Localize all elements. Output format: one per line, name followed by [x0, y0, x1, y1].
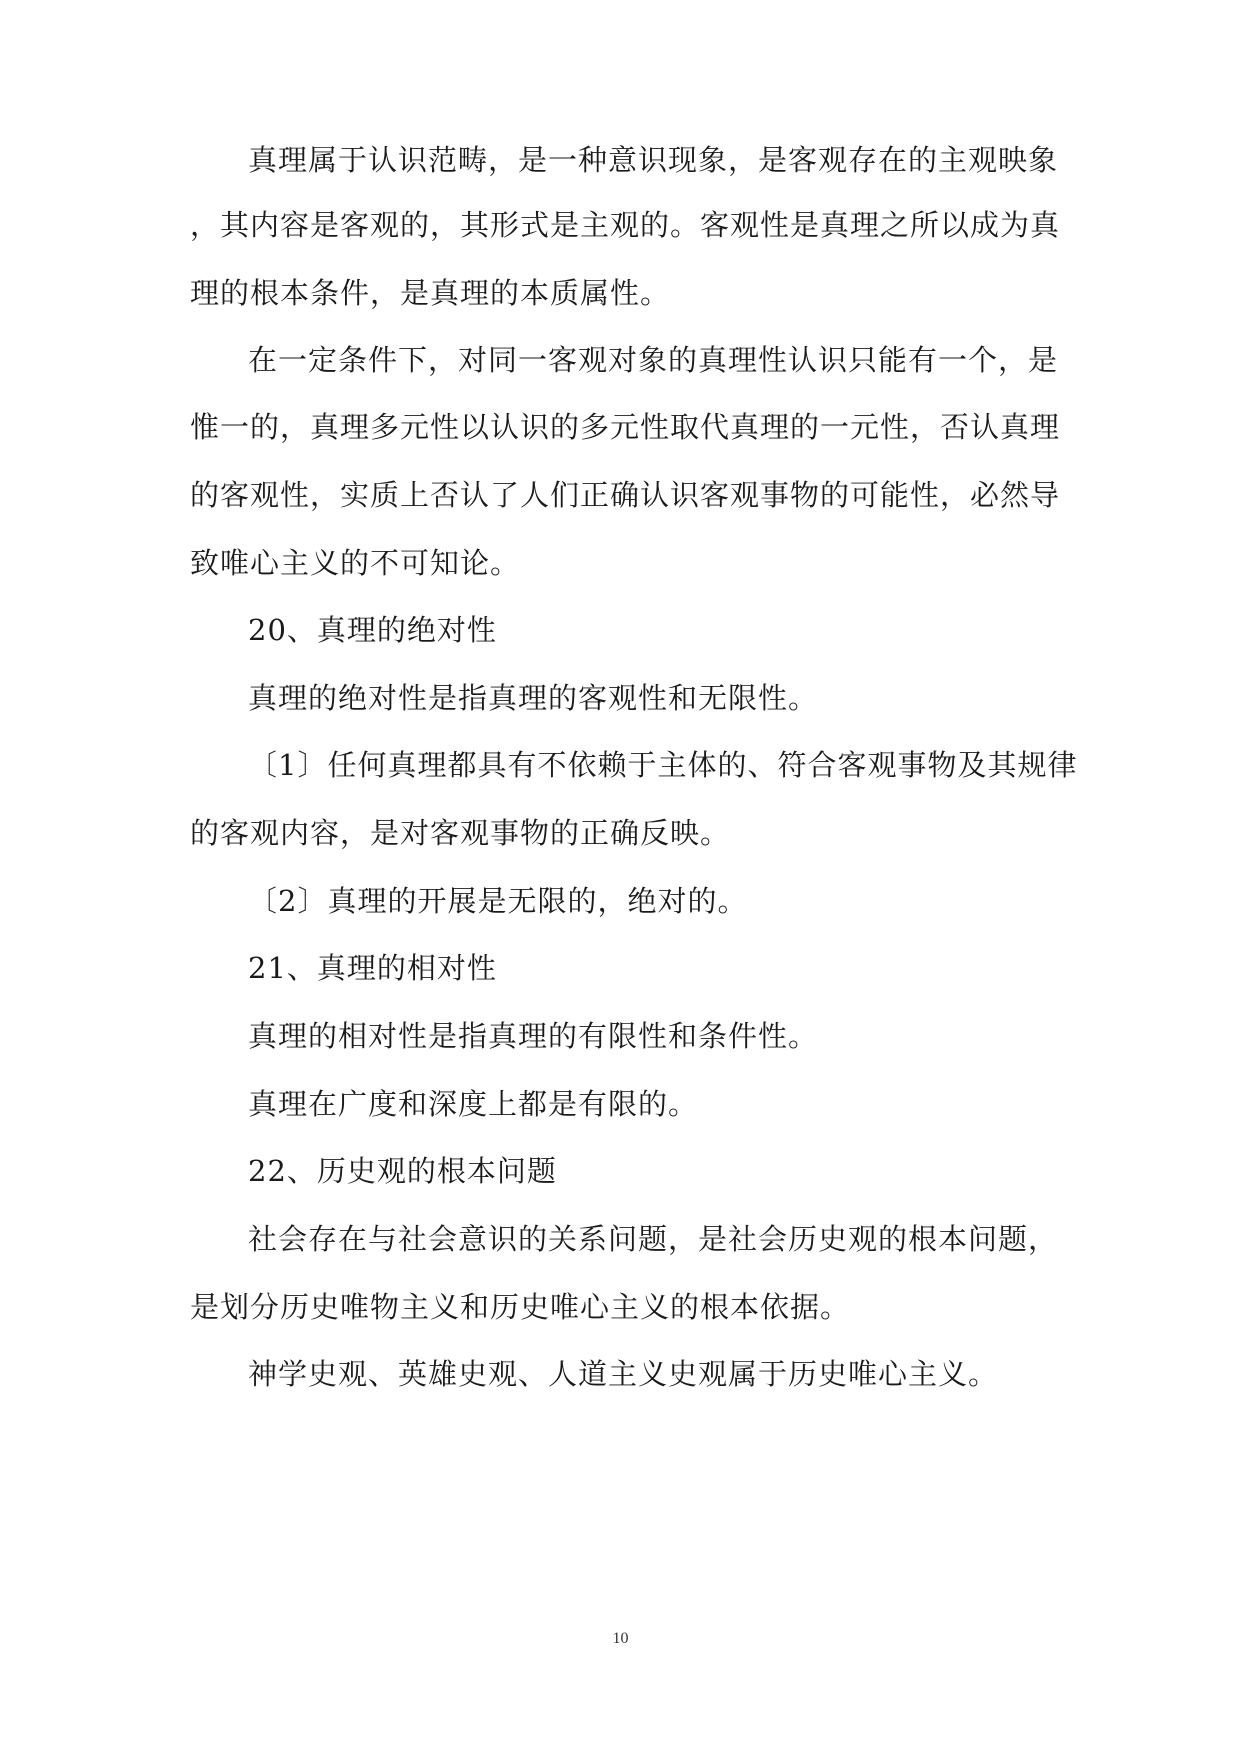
- paragraph-line: 惟一的，真理多元性以认识的多元性取代真理的一元性，否认真理: [190, 410, 1061, 444]
- paragraph-line: 神学史观、英雄史观、人道主义史观属于历史唯心主义。: [248, 1357, 999, 1391]
- paragraph-line: 社会存在与社会意识的关系问题，是社会历史观的根本问题，: [248, 1222, 1059, 1256]
- paragraph-line: ，其内容是客观的，其形式是主观的。客观性是真理之所以成为真: [190, 208, 1061, 242]
- paragraph-line: 在一定条件下，对同一客观对象的真理性认识只能有一个，是: [248, 343, 1059, 377]
- section-heading: 22、历史观的根本问题: [248, 1154, 557, 1188]
- paragraph-line: 真理的相对性是指真理的有限性和条件性。: [248, 1019, 819, 1053]
- section-heading: 20、真理的绝对性: [248, 613, 497, 647]
- list-item-line: 〔1〕任何真理都具有不依赖于主体的、符合客观事物及其规律: [248, 748, 1078, 782]
- list-item-line: 的客观内容，是对客观事物的正确反映。: [190, 816, 731, 850]
- paragraph-line: 真理在广度和深度上都是有限的。: [248, 1087, 699, 1121]
- section-heading: 21、真理的相对性: [248, 951, 497, 985]
- paragraph-line: 致唯心主义的不可知论。: [190, 546, 521, 580]
- paragraph-line: 真理属于认识范畴，是一种意识现象，是客观存在的主观映象: [248, 143, 1059, 177]
- page-number: 10: [612, 1630, 629, 1647]
- paragraph-line: 理的根本条件，是真理的本质属性。: [190, 276, 671, 310]
- list-item-line: 〔2〕真理的开展是无限的，绝对的。: [248, 884, 748, 918]
- paragraph-line: 的客观性，实质上否认了人们正确认识客观事物的可能性，必然导: [190, 478, 1061, 512]
- paragraph-line: 真理的绝对性是指真理的客观性和无限性。: [248, 681, 819, 715]
- paragraph-line: 是划分历史唯物主义和历史唯心主义的根本依据。: [190, 1290, 851, 1324]
